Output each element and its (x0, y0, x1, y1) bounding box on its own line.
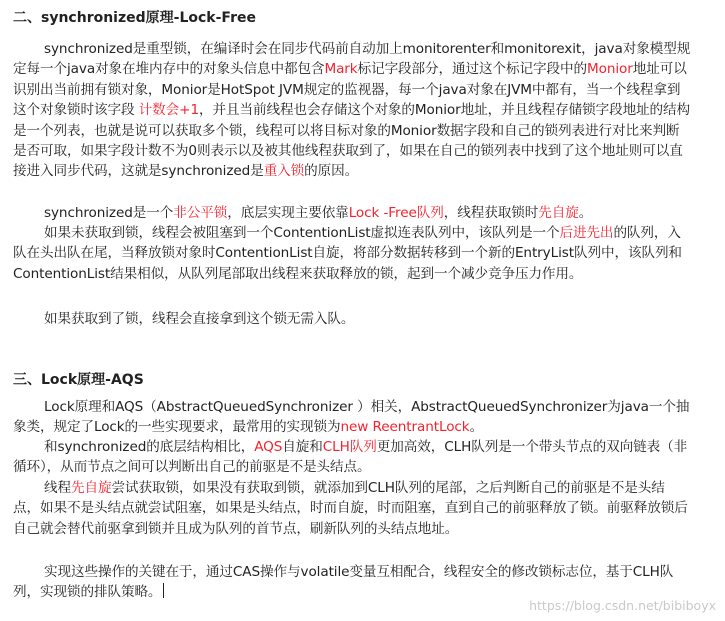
text-run: ，线程获取锁时 (443, 205, 539, 221)
highlighted-term: Mark (324, 61, 358, 78)
text-run: 地址可以识别出当前拥有锁对象，Monior是HotSpot JVM规定的监视器，每一个java对象在JVM中都有，当一个线程拿到这个对象锁时该字段 (13, 61, 687, 119)
highlighted-term: CLH队列 (322, 439, 377, 455)
paragraph (13, 397, 691, 438)
paragraph (13, 39, 691, 182)
text-run: 自旋和 (282, 439, 323, 455)
paragraph (13, 437, 691, 478)
text-run: 。 (578, 205, 593, 221)
highlighted-term: 非公平锁 (173, 205, 228, 221)
text-run: synchronized是重型锁，在编译时会在同步代码前自动加上monitorenter和monitorexit，java对象模型规定每一个java对象在堆内存中的对象头信息中都包含 (13, 41, 691, 78)
text-run: 和synchronized的底层结构相比， (44, 439, 255, 455)
highlighted-term: AQS (254, 439, 283, 455)
text-run: 更加高效，CLH队列是一个带头节点的双向链表（非循环），从而节点之间可以判断出自己的前驱是不是头结点。 (13, 439, 688, 476)
highlighted-term: 先自旋 (538, 205, 579, 221)
section-heading-lock-aqs: 三、Lock原理-AQS (13, 372, 144, 388)
text-run: 尝试获取锁，如果没有获取到锁，就添加到CLH队列的尾部，之后判断自己的前驱是不是头结点，如果不是头结点就尝试阻塞，如果是头结点，时而自旋，时而阻塞，直到自己的前驱释放了锁。前驱释放锁后自己就会替代前驱拿到锁并且成为队列的首节点，刷新队列的头结点地址。 (13, 480, 688, 537)
highlighted-term: 重入锁 (263, 163, 305, 180)
text-run: 标记字段部分，通过这个标记字段中的 (357, 61, 587, 78)
text-run: 。 (469, 419, 484, 436)
highlighted-term: Lock -Free队列 (348, 205, 444, 221)
paragraph-last[interactable] (13, 562, 691, 603)
text-run: 如果未获取到锁，线程会被阻塞到一个ContentionList虚拟连表队列中，该队列是一个 (44, 225, 560, 241)
text-run: 的队列，入队在头出队在尾，当释放锁对象时ContentionList自旋，将部分数据转移到一个新的EntryList队列中，该队列和ContentionList结果相似，从队列尾部取出线程来获取释放的锁，起到一个减少竞争压力作用。 (13, 225, 682, 282)
text-run: Lock原理和AQS（AbstractQueuedSynchronizer ）相关，AbstractQueuedSynchronizer为java一个抽象类，规定了Lock的一些实现要求，最常用的实现锁为 (13, 399, 690, 436)
text-run: 如果获取到了锁，线程会直接拿到这个锁无需入队。 (44, 311, 355, 327)
paragraph (13, 223, 691, 284)
paragraph (13, 203, 691, 223)
text-run: 的原因。 (304, 163, 359, 180)
paragraph (13, 309, 691, 329)
text-run: synchronized是一个 (44, 205, 174, 221)
highlighted-term: 后进先出 (559, 225, 614, 241)
highlighted-term: 计数会+1 (138, 102, 199, 119)
watermark: https://blog.csdn.net/bibiboyx (529, 598, 716, 613)
text-run: ，并且当前线程也会存储这个对象的Monior地址，并且线程存储锁字段地址的结构是一个列表，也就是说可以获取多个锁，线程可以将目标对象的Monior数据字段和自己的锁列表进行对比来判断是否可取，如果字段计数不为0则表示以及被其他线程获取到了，如果在自己的锁列表中找到了这个地址则可以直接进入同步代码，这就是synchronized是 (13, 102, 691, 180)
text-cursor (163, 583, 164, 598)
highlighted-term: 先自旋 (71, 480, 112, 496)
highlighted-term: new ReentrantLock (340, 419, 470, 436)
text-run: 线程 (44, 480, 71, 496)
text-run: ，底层实现主要依靠 (227, 205, 349, 221)
section-heading-synchronized: 二、synchronized原理-Lock-Free (13, 10, 256, 26)
text-run: 实现这些操作的关键在于，通过CAS操作与volatile变量互相配合，线程安全的修改锁标志位，基于CLH队列，实现锁的排队策略。 (13, 564, 674, 601)
highlighted-term: Monior (586, 61, 633, 78)
paragraph (13, 478, 691, 539)
